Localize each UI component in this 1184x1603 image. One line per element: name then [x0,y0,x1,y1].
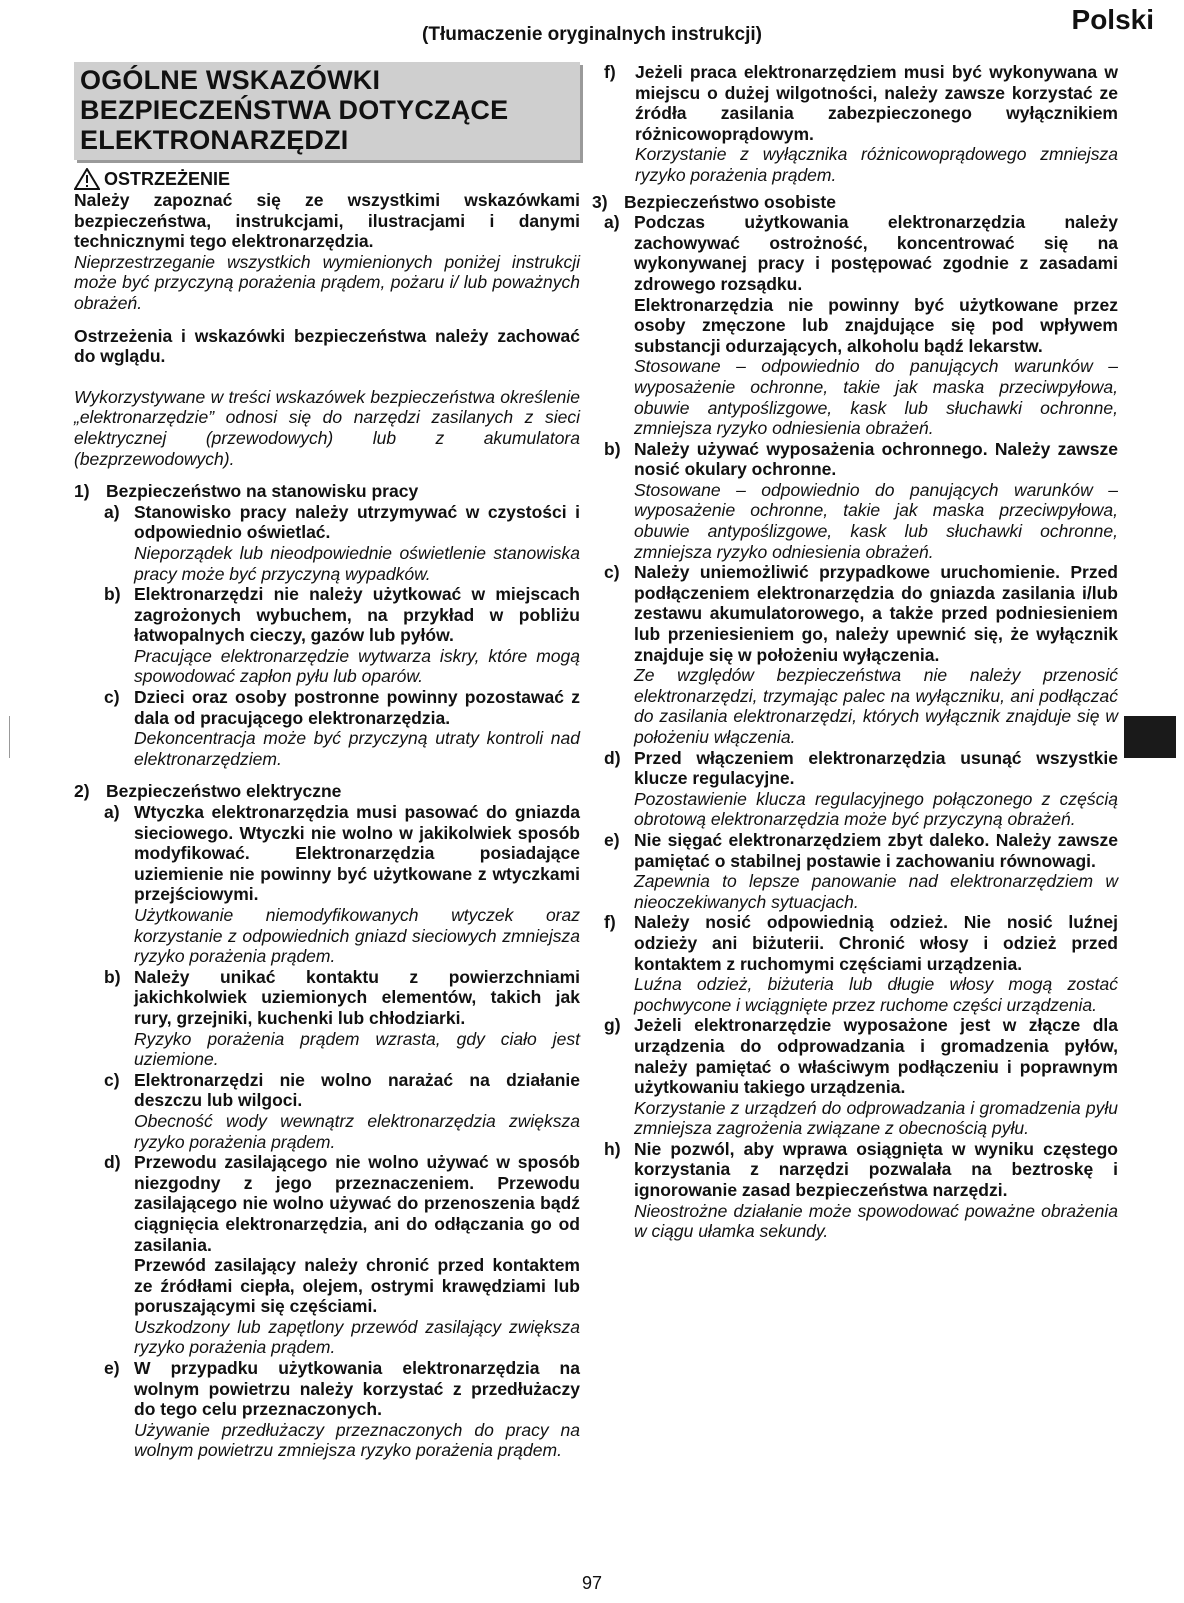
section-heading: 1) Bezpieczeństwo na stanowisku pracy [74,481,419,502]
translation-note: (Tłumaczenie oryginalnych instrukcji) [422,24,762,45]
definition-text: Wykorzystywane w treści wskazówek bezpieczeństwa określenie „elektronarzędzie” odnosi się do narzędzi zasilanych z sieci elektrycznej (przewodowych) lub z akumulatora (bezprzewodowych). [74,386,580,469]
list-item: f) Należy nosić odpowiednią odzież. Nie nosić luźnej odzieży ani biżuterii. Chronić włosy i odzież przed kontaktem z ruchomymi częściami urządzenia. Luźna odzież, biżuteria lub długie włosy mogą zostać pochwycone i wciągnięte przez ruchome części urządzenia. [604,912,1118,1015]
language-label: Polski [1071,4,1154,35]
list-item: b) Należy unikać kontaktu z powierzchniami jakichkolwiek uziemionych elementów, takich jak rury, grzejniki, kuchenki lub chłodziarki. Ryzyko porażenia prądem wzrasta, gdy ciało jest uziemione. [104,966,580,1070]
list-item: a) Stanowisko pracy należy utrzymywać w czystości i odpowiednio oświetlać. Nieporządek lub nieodpowiednie oświetlenie stanowiska pracy może być przyczyną wypadków. [104,501,580,584]
warning-heading [74,168,580,190]
title-line: OGÓLNE WSKAZÓWKI [80,65,381,95]
list-item: f) Jeżeli praca elektronarzędziem musi być wykonywana w miejscu o dużej wilgotności, należy zawsze korzystać ze źródła zasilania zabezpieczonego wyłącznikiem różnicowoprądowym. Korzystanie z wyłącznika różnicowoprądowego zmniejsza ryzyko porażenia prądem. [604,62,1118,185]
list-item: a) Podczas użytkowania elektronarzędzia należy zachowywać ostrożność, koncentrować się na wykonywanej pracy i postępować zgodnie z zasadami zdrowego rozsądku. Elektronarzędzia nie powinny być użytkowane przez osoby zmęczone lub znajdujące się pod wpływem substancji odurzających, alkoholu bądź lekarstw. Stosowane – odpowiednio do panujących warunków – wyposażenie ochronne, takie jak maska przeciwpyłowa, obuwie antypoślizgowe, kask lub słuchawki ochronne, zmniejsza ryzyko odniesienia obrażeń. [604,212,1118,439]
list-item: e) Nie sięgać elektronarzędziem zbyt daleko. Należy zawsze pamiętać o stabilnej postawie i zachowaniu równowagi. Zapewnia to lepsze panowanie nad elektronarzędziem w nieoczekiwanych sytuacjach. [604,829,1118,912]
list-item: b) Elektronarzędzi nie należy użytkować w miejscach zagrożonych wybuchem, na przykład w pobliżu łatwopalnych cieczy, gazów lub pyłów. Pracujące elektronarzędzie wytwarza iskry, które mogą spowodować zapłon pyłu lub oparów. [104,584,580,687]
list-item: g) Jeżeli elektronarzędzie wyposażone jest w złącze dla urządzenia do odprowadzania i gromadzenia pyłów, należy pamiętać o właściwym podłączeniu i poprawnym użytkowaniu takiego urządzenia. Korzystanie z urządzeń do odprowadzania i gromadzenia pyłu zmniejsza zagrożenia związane z obecnością pyłu. [604,1015,1118,1139]
section-title-box [74,62,580,160]
left-column [74,62,580,1461]
list-item: c) Należy uniemożliwić przypadkowe uruchomienie. Przed podłączeniem elektronarzędzia do gniazda zasilania i/lub zestawu akumulatorowego, a także przed podniesieniem lub przeniesieniem go, należy upewnić się, że wyłącznik znajduje się w położeniu wyłączenia. Ze względów bezpieczeństwa nie należy przenosić elektronarzędzi, trzymając palec na wyłączniku, ani podłączać do zasilania elektronarzędzi, których wyłącznik znajduje się w położeniu włączenia. [604,562,1118,747]
list-item: d) Przed włączeniem elektronarzędzia usunąć wszystkie klucze regulacyjne. Pozostawienie klucza regulacyjnego połączonego z częścią obrotową elektronarzędzia może być przyczyną obrażeń. [604,747,1118,830]
section-heading: 3) Bezpieczeństwo osobiste [592,191,836,212]
list-item: c) Elektronarzędzi nie wolno narażać na działanie deszczu lub wilgoci. Obecność wody wewnątrz elektronarzędzia zwiększa ryzyko porażenia prądem. [104,1069,580,1152]
list-item: b) Należy używać wyposażenia ochronnego. Należy zawsze nosić okulary ochronne. Stosowane – odpowiednio do panujących warunków – wyposażenie ochronne, takie jak maska przeciwpyłowa, obuwie antypoślizgowe, kask lub słuchawki ochronne, zmniejsza ryzyko odniesienia obrażeń. [604,438,1118,562]
list-item: h) Nie pozwól, aby wprawa osiągnięta w wyniku częstego korzystania z narzędzi pozwalała na beztroskę i ignorowanie zasad bezpieczeństwa narzędzi. Nieostrożne działanie może spowodować poważne obrażenia w ciągu ułamka sekundy. [604,1138,1118,1242]
margin-mark [9,716,10,758]
right-column [592,62,1118,1242]
intro-bold: Należy zapoznać się ze wszystkimi wskazówkami bezpieczeństwa, instrukcjami, ilustracjami i danymi technicznymi tego elektronarzędzia. [74,190,580,252]
warning-label: OSTRZEŻENIE [104,168,231,189]
intro-italic: Nieprzestrzeganie wszystkich wymienionych poniżej instrukcji może być przyczyną porażenia prądem, pożaru i/ lub poważnych obrażeń. [74,251,580,313]
list-item: e) W przypadku użytkowania elektronarzędzia na wolnym powietrzu należy korzystać z przedłużaczy do tego celu przeznaczonych. Używanie przedłużaczy przeznaczonych do pracy na wolnym powietrzu zmniejsza ryzyko porażenia prądem. [104,1358,580,1461]
page-number: 97 [581,1573,603,1593]
section-heading: 2) Bezpieczeństwo elektryczne [74,781,342,802]
list-item: d) Przewodu zasilającego nie wolno używać w sposób niezgodny z jego przeznaczeniem. Przewodu zasilającego nie wolno używać do przenoszenia bądź ciągnięcia elektronarzędzia, ani do odłączania go od zasilania. Przewód zasilający należy chronić przed kontaktem ze źródłami ciepła, olejem, ostrymi krawędziami lub poruszającymi się częściami. Uszkodzony lub zapętlony przewód zasilający zwiększa ryzyko porażenia prądem. [104,1152,580,1358]
keep-instructions: Ostrzeżenia i wskazówki bezpieczeństwa należy zachować do wglądu. [74,325,580,367]
list-item: a) Wtyczka elektronarzędzia musi pasować do gniazda sieciowego. Wtyczki nie wolno w jakikolwiek sposób modyfikować. Elektronarzędzia posiadające uziemienie nie powinny być użytkowane z wtyczkami przejściowymi. Użytkowanie niemodyfikowanych wtyczek oraz korzystanie z odpowiednich gniazd sieciowych zmniejsza ryzyko porażenia prądem. [104,802,580,967]
language-thumb-tab [1124,716,1176,758]
title-line: BEZPIECZEŃSTWA DOTYCZĄCE [80,95,509,125]
title-line: ELEKTRONARZĘDZI [80,125,349,155]
warning-triangle-icon [74,168,100,190]
list-item: c) Dzieci oraz osoby postronne powinny pozostawać z dala od pracującego elektronarzędzia. Dekoncentracja może być przyczyną utraty kontroli nad elektronarzędziem. [104,687,580,769]
